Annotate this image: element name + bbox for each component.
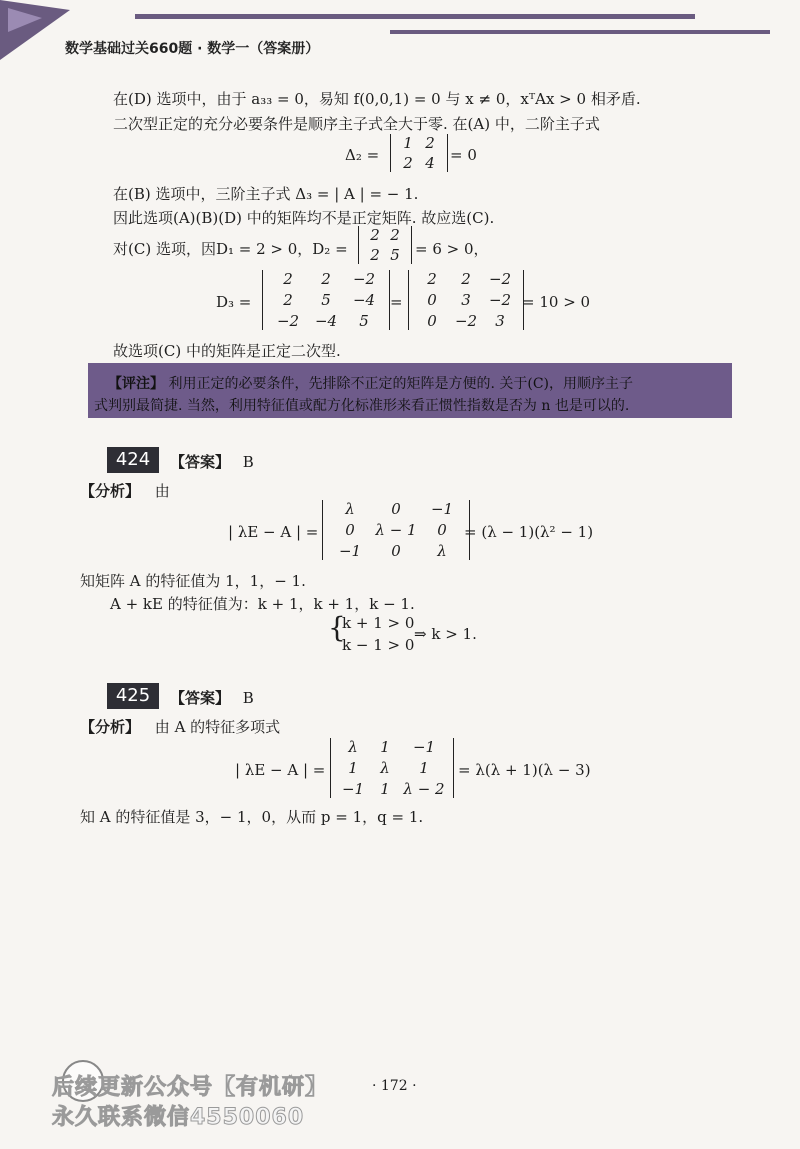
d3-result: = 10 > 0 bbox=[522, 293, 591, 311]
q425-cell: −1 bbox=[412, 738, 436, 756]
answer-label-425: 【答案】 bbox=[170, 689, 231, 707]
d3b-cell: −2 bbox=[488, 291, 512, 309]
d3b-cell: 3 bbox=[495, 312, 505, 330]
q424-cell: λ bbox=[345, 500, 355, 518]
q425-cell: −1 bbox=[341, 780, 365, 798]
q424-line-1: 知矩阵 A 的特征值为 1，1，− 1. bbox=[80, 572, 306, 590]
page-header-title: 数学基础过关660题 · 数学一（答案册） bbox=[65, 41, 320, 57]
answer-424: B bbox=[242, 453, 254, 471]
q425-cell: λ − 2 bbox=[403, 780, 445, 798]
analysis-label-424: 【分析】 bbox=[80, 482, 141, 500]
q425-cell: λ bbox=[380, 759, 390, 777]
determinant-425 bbox=[330, 738, 454, 798]
d3a-cell: −2 bbox=[276, 312, 300, 330]
question-number-424: 424 bbox=[107, 447, 159, 473]
d3b-cell: −2 bbox=[454, 312, 478, 330]
q425-cell: 1 bbox=[348, 759, 358, 777]
d3a-cell: −2 bbox=[352, 270, 376, 288]
note-line-2: 式判别最简捷. 当然，利用特征值或配方化标准形来看正惯性指数是否为 n 也是可以的. bbox=[94, 398, 630, 414]
d3b-cell: 2 bbox=[461, 270, 471, 288]
header-rule-bottom bbox=[390, 30, 770, 34]
d3a-cell: 5 bbox=[321, 291, 331, 309]
d3a-cell: 5 bbox=[359, 312, 369, 330]
analysis-start-424: 由 bbox=[154, 482, 170, 500]
d2c-cell: 2 bbox=[370, 226, 380, 244]
d3-equals: = bbox=[390, 293, 403, 311]
para-line-1: 在(D) 选项中，由于 a₃₃ = 0，易知 f(0,0,1) = 0 与 x ≠ 0，xᵀAx > 0 相矛盾. bbox=[113, 90, 641, 108]
d3a-cell: −4 bbox=[352, 291, 376, 309]
q424-cell: λ bbox=[437, 542, 447, 560]
note-label: 【评注】 bbox=[108, 376, 164, 392]
para-line-2: 二次型正定的充分必要条件是顺序主子式全大于零. 在(A) 中，二阶主子式 bbox=[113, 115, 600, 133]
system-result: ⇒ k > 1. bbox=[414, 625, 477, 643]
d3-label: D₃ = bbox=[216, 293, 252, 311]
q425-cell: 1 bbox=[419, 759, 429, 777]
d2c-cell: 5 bbox=[390, 246, 400, 264]
determinant-d2 bbox=[358, 226, 412, 264]
determinant-d3-a bbox=[262, 270, 390, 330]
d2c-cell: 2 bbox=[390, 226, 400, 244]
q424-line-2: A + kE 的特征值为：k + 1，k + 1，k − 1. bbox=[110, 595, 415, 613]
d3b-cell: 0 bbox=[427, 291, 437, 309]
d2-cell: 4 bbox=[425, 154, 435, 172]
delta2-label: Δ₂ = bbox=[345, 146, 380, 164]
q425-cell: 1 bbox=[380, 780, 390, 798]
q424-cell: 0 bbox=[391, 500, 401, 518]
watermark-line-1: 后续更新公众号【有机研】 bbox=[52, 1075, 329, 1100]
det-result-424: = (λ − 1)(λ² − 1) bbox=[464, 523, 594, 541]
det-result-425: = λ(λ + 1)(λ − 3) bbox=[458, 761, 591, 779]
d3a-cell: 2 bbox=[283, 270, 293, 288]
header-rule-top bbox=[135, 14, 695, 19]
answer-425: B bbox=[242, 689, 254, 707]
q424-cell: 0 bbox=[437, 521, 447, 539]
para-line-8: 故选项(C) 中的矩阵是正定二次型. bbox=[113, 342, 341, 360]
brace-icon: { bbox=[328, 611, 346, 644]
d3a-cell: −4 bbox=[314, 312, 338, 330]
determinant-d3-b bbox=[408, 270, 524, 330]
det-label-425: | λE − A | = bbox=[235, 761, 326, 779]
d2-cell: 2 bbox=[403, 154, 413, 172]
determinant-424 bbox=[322, 500, 470, 560]
system-eq-2: k − 1 > 0 bbox=[342, 636, 415, 654]
page-number: · 172 · bbox=[372, 1078, 417, 1094]
q424-cell: −1 bbox=[430, 500, 454, 518]
q424-cell: 0 bbox=[391, 542, 401, 560]
d3b-cell: 0 bbox=[427, 312, 437, 330]
q424-cell: 0 bbox=[345, 521, 355, 539]
watermark-line-2: 永久联系微信4550060 bbox=[52, 1105, 305, 1130]
analysis-start-425: 由 A 的特征多项式 bbox=[154, 718, 281, 736]
system-eq-1: k + 1 > 0 bbox=[342, 614, 415, 632]
para-line-5: 因此选项(A)(B)(D) 中的矩阵均不是正定矩阵. 故应选(C). bbox=[113, 209, 495, 227]
corner-triangle-icon bbox=[0, 0, 70, 60]
d3b-cell: 2 bbox=[427, 270, 437, 288]
d2c-cell: 2 bbox=[370, 246, 380, 264]
answer-label-424: 【答案】 bbox=[170, 453, 231, 471]
d3b-cell: −2 bbox=[488, 270, 512, 288]
delta2-result: = 0 bbox=[450, 146, 477, 164]
analysis-label-425: 【分析】 bbox=[80, 718, 141, 736]
q424-cell: λ − 1 bbox=[375, 521, 417, 539]
q425-cell: λ bbox=[348, 738, 358, 756]
para-line-6: 对(C) 选项，因D₁ = 2 > 0，D₂ = bbox=[113, 240, 348, 258]
det-label-424: | λE − A | = bbox=[228, 523, 319, 541]
para-line-4: 在(B) 选项中，三阶主子式 Δ₃ = | A | = − 1. bbox=[113, 185, 419, 203]
d2-cell: 2 bbox=[425, 134, 435, 152]
d3a-cell: 2 bbox=[283, 291, 293, 309]
note-line-1: 利用正定的必要条件，先排除不正定的矩阵是方便的. 关于(C)，用顺序主子 bbox=[168, 376, 633, 392]
d3b-cell: 3 bbox=[461, 291, 471, 309]
note-box bbox=[88, 363, 732, 418]
d2-result: = 6 > 0， bbox=[415, 240, 489, 258]
q425-line-1: 知 A 的特征值是 3，− 1，0，从而 p = 1，q = 1. bbox=[80, 808, 424, 826]
d2-cell: 1 bbox=[403, 134, 413, 152]
determinant-delta2 bbox=[390, 134, 448, 172]
q424-cell: −1 bbox=[338, 542, 362, 560]
question-number-425: 425 bbox=[107, 683, 159, 709]
q425-cell: 1 bbox=[380, 738, 390, 756]
d3a-cell: 2 bbox=[321, 270, 331, 288]
